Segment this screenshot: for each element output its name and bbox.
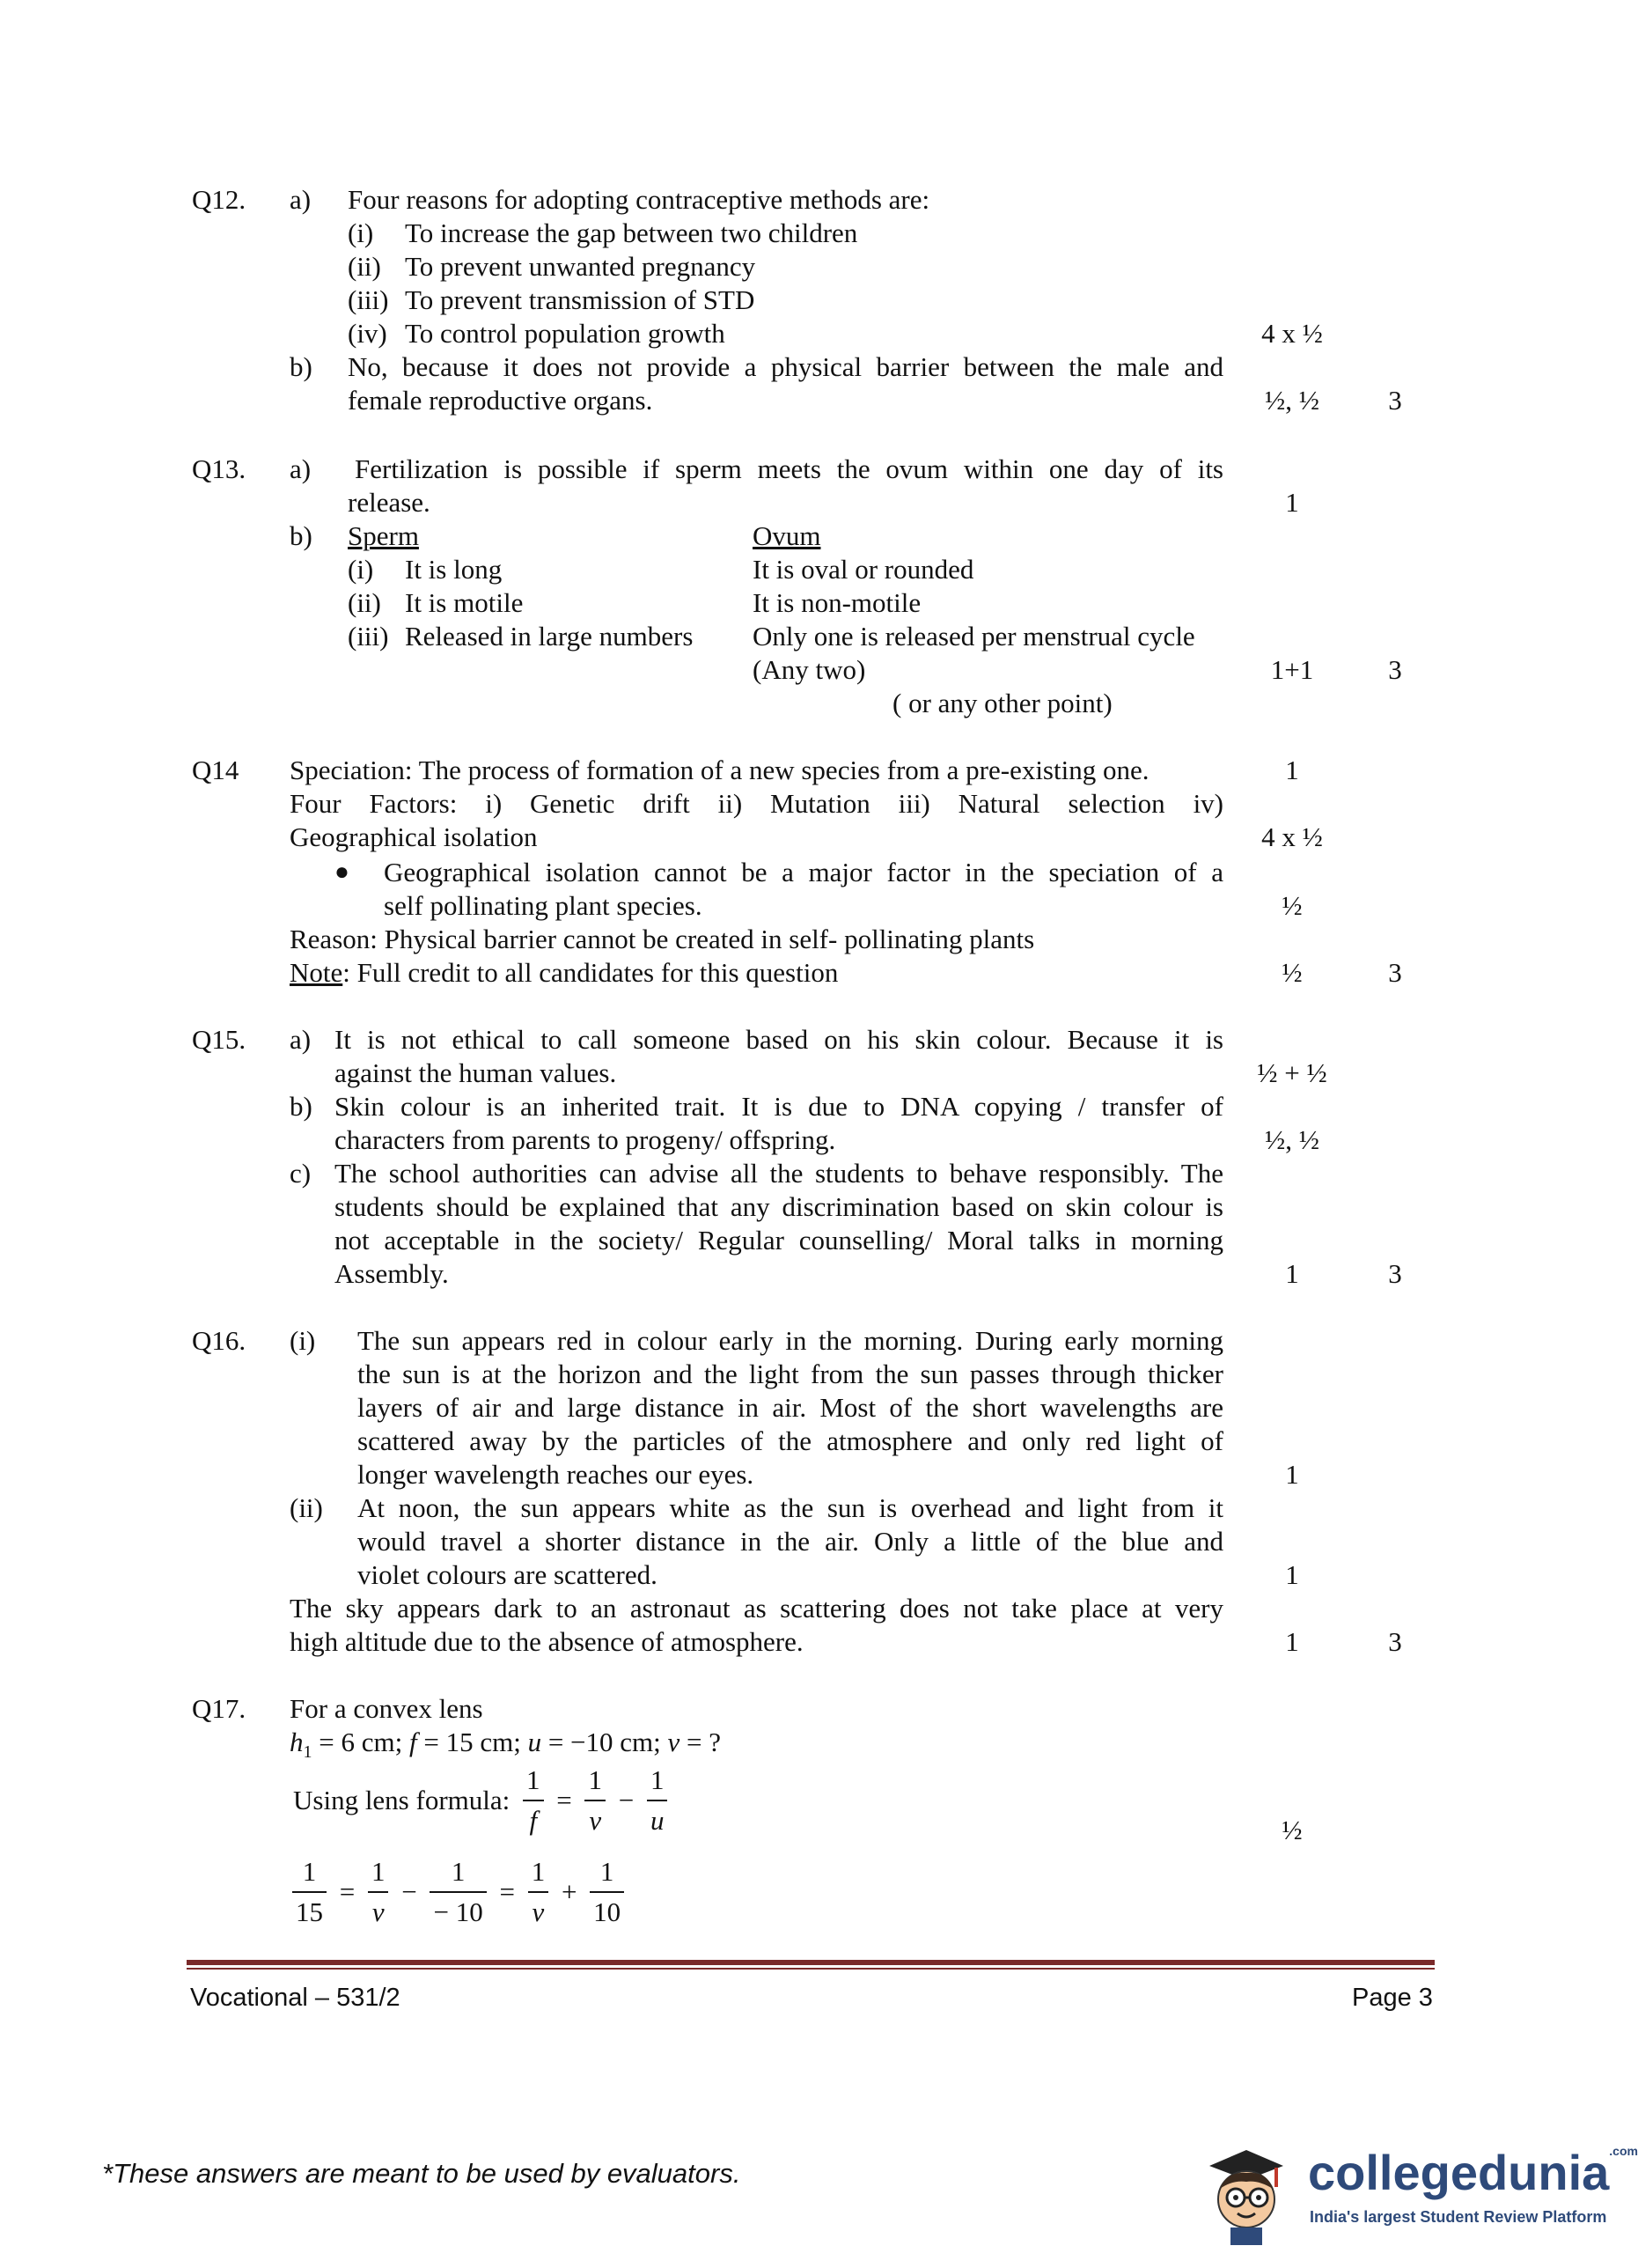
footer-rule	[187, 1960, 1435, 1965]
q14-speciation-definition: Speciation: The process of formation of a new species from a pre-existing one.	[290, 755, 1150, 785]
q17-formula-marks: ½	[1282, 1815, 1303, 1845]
var: v	[532, 1896, 545, 1927]
q16-i-line: the sun is at the horizon and the light from the sun passes through thicker	[357, 1359, 1223, 1389]
q15-a-line: It is not ethical to call someone based on his skin colour. Because it is	[334, 1024, 1223, 1055]
q16-i-marks: 1	[1285, 1459, 1299, 1490]
denominator	[647, 1801, 668, 1840]
q12-b-label: b)	[290, 351, 312, 382]
q13-number: Q13.	[192, 453, 246, 484]
numerator: 1	[368, 1852, 389, 1893]
q14-note	[290, 956, 838, 990]
denominator: 10	[593, 1896, 621, 1927]
q12-total: 3	[1388, 385, 1402, 416]
denominator	[368, 1893, 389, 1932]
q15-c-line: students should be explained that any discrimination based on skin colour is	[334, 1191, 1223, 1222]
numerator: 1	[528, 1852, 549, 1893]
note-label: Note	[290, 957, 343, 988]
bullet-icon: ●	[334, 858, 349, 886]
q16-i-line: scattered away by the particles of the atmosphere and only red light of	[357, 1425, 1223, 1456]
q15-b-line: characters from parents to progeny/ offspring.	[334, 1124, 836, 1155]
q12-b-line: female reproductive organs.	[348, 385, 653, 416]
q14-factors-line: Four Factors: i) Genetic drift ii) Mutation iii) Natural selection iv)	[290, 788, 1223, 819]
equals-sign: =	[339, 1876, 356, 1907]
q16-sky-marks: 1	[1285, 1626, 1299, 1657]
q15-a-line: against the human values.	[334, 1057, 617, 1088]
brand-tagline: India's largest Student Review Platform	[1310, 2208, 1607, 2226]
q17-number: Q17.	[192, 1693, 246, 1724]
given-text: = 15 cm;	[416, 1727, 528, 1757]
q12-reason-text: To prevent unwanted pregnancy	[405, 251, 756, 282]
q14-bullet-line: self pollinating plant species.	[384, 890, 702, 921]
q15-b-line: Skin colour is an inherited trait. It is due to DNA copying / transfer of	[334, 1091, 1223, 1122]
q13-row-label: (iii)	[348, 621, 389, 652]
q14-note-marks: ½	[1282, 957, 1303, 988]
q16-i-line: The sun appears red in colour early in the morning. During early morning	[357, 1325, 1223, 1356]
numerator: 1	[430, 1852, 486, 1893]
q16-ii-label: (ii)	[290, 1492, 323, 1523]
q12-a-marks: 4 x ½	[1261, 318, 1323, 349]
given-text: = ?	[679, 1727, 722, 1757]
q16-total: 3	[1388, 1626, 1402, 1657]
q14-factors-marks: 4 x ½	[1261, 821, 1323, 852]
q16-ii-line: would travel a shorter distance in the air. Only a little of the blue and	[357, 1526, 1223, 1557]
evaluator-note: *These answers are meant to be used by evaluators.	[102, 2158, 741, 2189]
any-two-note: (Any two)	[753, 654, 866, 685]
other-point-note: ( or any other point)	[892, 688, 1113, 718]
q12-b-marks: ½, ½	[1265, 385, 1319, 416]
footer-page-number: Page 3	[1352, 1984, 1433, 2012]
q16-ii-marks: 1	[1285, 1559, 1299, 1590]
q12-reason-label: (ii)	[348, 251, 381, 282]
q15-number: Q15.	[192, 1024, 246, 1055]
q15-c-line: Assembly.	[334, 1258, 449, 1289]
q16-ii-line: At noon, the sun appears white as the sun is overhead and light from it	[357, 1492, 1223, 1523]
q16-i-label: (i)	[290, 1325, 316, 1356]
ovum-cell: It is non-motile	[753, 587, 922, 618]
q15-c-line: The school authorities can advise all the students to behave responsibly. The	[334, 1158, 1223, 1189]
q12-reason-text: To prevent transmission of STD	[405, 284, 755, 315]
fraction	[647, 1761, 668, 1840]
subscript: 1	[303, 1742, 312, 1763]
var-u: u	[527, 1727, 542, 1757]
q16-sky-line: high altitude due to the absence of atmosphere.	[290, 1626, 804, 1657]
q15-a-marks: ½ + ½	[1257, 1057, 1327, 1088]
ovum-header: Ovum	[753, 520, 821, 551]
brand-text: collegedunia	[1308, 2145, 1610, 2200]
plus-sign: +	[561, 1876, 577, 1907]
numerator: 1	[292, 1852, 327, 1893]
q14-bullet-line: Geographical isolation cannot be a major factor in the speciation of a	[384, 857, 1223, 887]
numerator: 1	[590, 1852, 624, 1893]
var: u	[650, 1805, 665, 1836]
q16-sky-line: The sky appears dark to an astronaut as scattering does not take place at very	[290, 1593, 1223, 1624]
numerator: 1	[647, 1761, 668, 1801]
fraction	[584, 1761, 606, 1840]
sperm-header: Sperm	[348, 520, 419, 551]
equals-sign: =	[556, 1785, 572, 1815]
student-mascot-icon	[1201, 2141, 1289, 2247]
fraction	[368, 1852, 389, 1932]
fraction	[292, 1852, 327, 1932]
q15-c-label: c)	[290, 1158, 312, 1189]
q17-intro: For a convex lens	[290, 1693, 483, 1724]
q14-reason: Reason: Physical barrier cannot be created in self- pollinating plants	[290, 924, 1035, 954]
q15-b-marks: ½, ½	[1265, 1124, 1319, 1155]
q13-a-line: release.	[348, 487, 430, 518]
q13-row-label: (ii)	[348, 587, 381, 618]
q12-reason-label: (iii)	[348, 284, 389, 315]
minus-sign: −	[401, 1876, 417, 1907]
numerator: 1	[584, 1761, 606, 1801]
note-text: : Full credit to all candidates for this question	[342, 957, 839, 988]
q16-i-line: longer wavelength reaches our eyes.	[357, 1459, 754, 1490]
equals-sign: =	[499, 1876, 515, 1907]
brand-logo	[1201, 2141, 1289, 2247]
var: v	[589, 1805, 602, 1836]
var-h: h	[290, 1727, 304, 1757]
q12-reason-text: To control population growth	[405, 318, 725, 349]
q12-a-label: a)	[290, 184, 312, 215]
q13-b-label: b)	[290, 520, 312, 551]
brand-name	[1308, 2145, 1638, 2201]
q12-reason-label: (i)	[348, 217, 374, 248]
footer-course-code: Vocational – 531/2	[190, 1984, 400, 2012]
fraction	[523, 1761, 544, 1840]
denominator	[584, 1801, 606, 1840]
ovum-cell: Only one is released per menstrual cycle	[753, 621, 1195, 652]
sperm-cell: It is motile	[405, 587, 524, 618]
formula-label: Using lens formula:	[293, 1785, 510, 1815]
q14-definition-marks: 1	[1285, 755, 1299, 785]
q13-b-marks: 1+1	[1270, 654, 1314, 685]
q13-row-label: (i)	[348, 554, 374, 585]
numerator: 1	[523, 1761, 544, 1801]
sperm-cell: Released in large numbers	[405, 621, 694, 652]
q12-reason-text: To increase the gap between two children	[405, 217, 858, 248]
fraction	[430, 1852, 486, 1932]
sperm-cell: It is long	[405, 554, 503, 585]
var: v	[371, 1896, 385, 1927]
lens-formula	[290, 1761, 670, 1840]
var-f: f	[408, 1727, 417, 1757]
denominator: − 10	[433, 1896, 483, 1927]
denominator	[523, 1801, 544, 1840]
denominator: 15	[296, 1896, 323, 1927]
fraction	[528, 1852, 549, 1932]
minus-sign: −	[618, 1785, 635, 1815]
q13-a-marks: 1	[1285, 487, 1299, 518]
given-text: = −10 cm;	[541, 1727, 668, 1757]
q16-ii-line: violet colours are scattered.	[357, 1559, 657, 1590]
q15-total: 3	[1388, 1258, 1402, 1289]
brand-suffix: .com	[1609, 2144, 1638, 2158]
ovum-cell: It is oval or rounded	[753, 554, 974, 585]
q16-number: Q16.	[192, 1325, 246, 1356]
q13-a-label: a)	[290, 453, 312, 484]
q15-a-label: a)	[290, 1024, 312, 1055]
q15-b-label: b)	[290, 1091, 312, 1122]
fraction	[590, 1852, 624, 1932]
denominator	[528, 1893, 549, 1932]
q12-number: Q12.	[192, 184, 246, 215]
q13-a-line: Fertilization is possible if sperm meets the ovum within one day of its	[355, 453, 1223, 484]
q16-i-line: layers of air and large distance in air. Most of the short wavelengths are	[357, 1392, 1223, 1423]
footer-rule-thin	[187, 1968, 1435, 1970]
q15-c-line: not acceptable in the society/ Regular counselling/ Moral talks in morning	[334, 1225, 1223, 1256]
q12-a-text: Four reasons for adopting contraceptive methods are:	[348, 184, 930, 215]
q12-reason-label: (iv)	[348, 318, 387, 349]
q14-number: Q14	[192, 755, 239, 785]
q12-b-line: No, because it does not provide a physical barrier between the male and	[348, 351, 1223, 382]
var-v: v	[667, 1727, 680, 1757]
var: f	[529, 1805, 538, 1836]
q13-total: 3	[1388, 654, 1402, 685]
q14-bullet-marks: ½	[1282, 890, 1303, 921]
lens-substitution	[290, 1852, 627, 1932]
given-text: = 6 cm;	[312, 1727, 409, 1757]
q15-c-marks: 1	[1285, 1258, 1299, 1289]
q14-total: 3	[1388, 957, 1402, 988]
q14-factors-line: Geographical isolation	[290, 821, 538, 852]
